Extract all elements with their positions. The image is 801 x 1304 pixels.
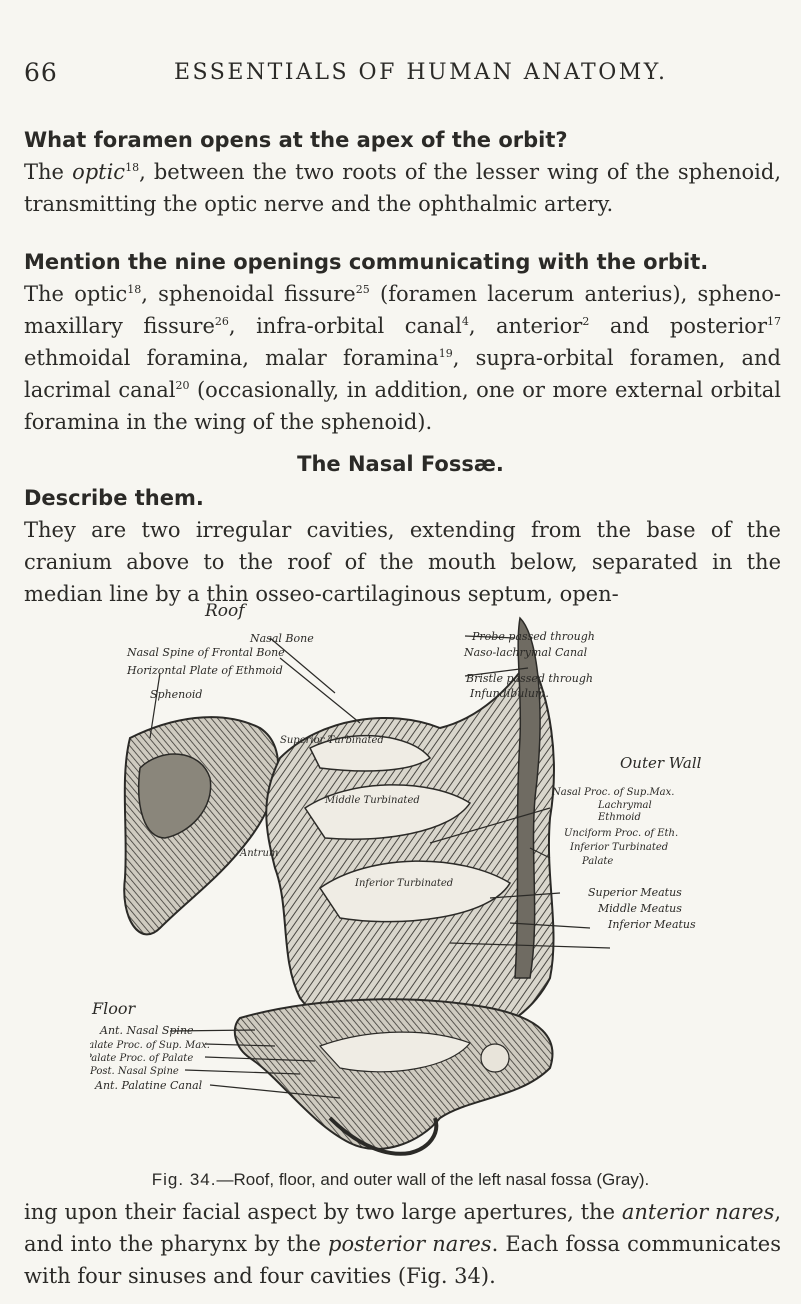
label-ant-nasal-spine: Ant. Nasal Spine: [100, 1024, 194, 1037]
label-nasal-proc: Nasal Proc. of Sup.Max.: [552, 787, 675, 798]
label-lachrymal: Lachrymal: [598, 800, 652, 811]
label-middle-turbinated: Middle Turbinated: [325, 795, 420, 806]
palatine-foramen: [481, 1044, 509, 1072]
label-unciform: Unciform Proc. of Eth.: [564, 828, 679, 839]
label-ethmoid: Ethmoid: [598, 812, 641, 823]
running-title: ESSENTIALS OF HUMAN ANATOMY.: [174, 60, 668, 85]
label-horizontal-plate: Horizontal Plate of Ethmoid: [127, 664, 283, 677]
label-superior-meatus: Superior Meatus: [588, 886, 682, 899]
answer-orbit-openings: The optic$^{18}$, sphenoidal fissure$^{25}$ (foramen lacerum anterius), spheno-maxillary fissure$^{26}$, infra-orbital canal$^4$, anterior$^2$ and posterior$^{17}$ ethmoidal foramina, malar foramina$^{19}$, supra-orbital foramen, and lacrimal canal$^{20}$ (occasionally, in addition, one or more external orbital foramina in the wing of the sphenoid).: [24, 282, 781, 434]
figure-caption: Fig. 34.—Roof, floor, and outer wall of the left nasal fossa (Gray).: [151, 1170, 650, 1189]
figure-nasal-fossa: [90, 598, 730, 1168]
nasal-fossa-illustration: [90, 598, 730, 1168]
label-antrum: Antrum: [240, 848, 279, 859]
label-palate-proc-palate: Palate Proc. of Palate: [90, 1053, 194, 1064]
question-orbit-openings: Mention the nine openings communicating with the orbit.: [24, 250, 709, 274]
label-outer-wall: Outer Wall: [620, 754, 702, 772]
palate-floor: [235, 999, 553, 1149]
label-post-nasal-spine: Post. Nasal Spine: [90, 1066, 179, 1077]
label-superior-turbinated: Superior Turbinated: [280, 735, 384, 746]
label-infundibulum: Infundibulum.: [470, 687, 549, 700]
section-heading: The Nasal Fossæ.: [297, 452, 504, 476]
page-number: 66: [24, 58, 58, 87]
label-nasal-bone: Nasal Bone: [250, 632, 314, 645]
label-inferior-turb-inner: Inferior Turbinated: [355, 878, 454, 889]
label-ant-palatine-canal: Ant. Palatine Canal: [95, 1079, 203, 1092]
outer-wall-bone: [266, 658, 554, 1049]
label-palate-right: Palate: [582, 856, 614, 867]
label-nasal-spine-frontal: Nasal Spine of Frontal Bone: [127, 646, 285, 659]
label-bristle: Bristle passed through: [466, 672, 593, 685]
answer-orbit-apex: The optic$^{18}$, between the two roots of the lesser wing of the sphenoid, transmitting the optic nerve and the ophthalmic artery.: [24, 160, 782, 216]
label-floor: Floor: [92, 999, 136, 1018]
question-orbit-apex: What foramen opens at the apex of the orbit?: [24, 128, 568, 152]
label-palate-proc-sup-max: Palate Proc. of Sup. Max.: [90, 1040, 210, 1051]
question-describe: Describe them.: [24, 486, 204, 510]
label-inferior-meatus: Inferior Meatus: [608, 918, 696, 931]
label-sphenoid: Sphenoid: [150, 688, 203, 701]
label-naso-lachrymal: Naso-lachrymal Canal: [464, 646, 588, 659]
running-header: [24, 58, 784, 92]
label-probe-passed: Probe passed through: [472, 630, 595, 643]
answer-describe: They are two irregular cavities, extending from the base of the cranium above to the roof of the mouth below, separated in the median line by a thin osseo-cartilaginous septum, open-: [24, 518, 781, 606]
label-roof: Roof: [205, 601, 245, 621]
label-middle-meatus: Middle Meatus: [598, 902, 682, 915]
label-inferior-turbinated: Inferior Turbinated: [570, 842, 669, 853]
continuation-paragraph: ing upon their facial aspect by two large apertures, the anterior nares, and into the pharynx by the posterior nares. Each fossa communicates with four sinuses and four cavities (Fig. 34).: [24, 1200, 781, 1288]
